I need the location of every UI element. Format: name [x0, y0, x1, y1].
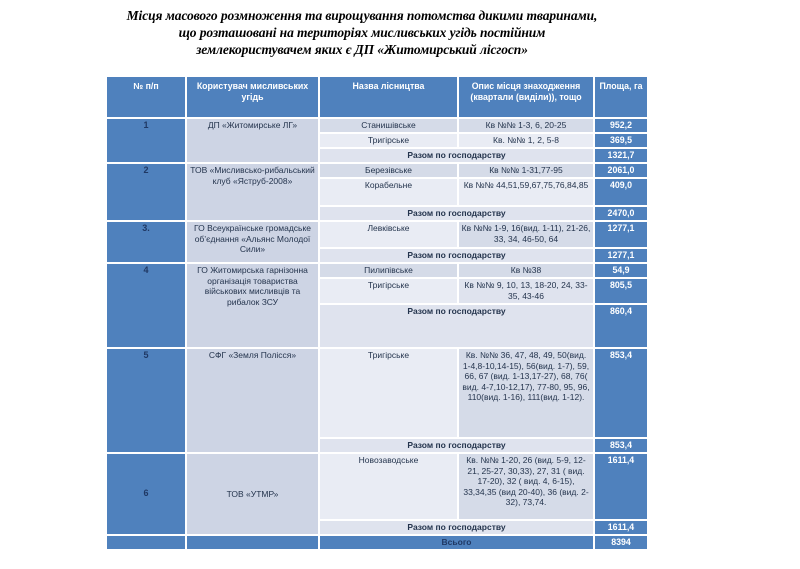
- area-cell: 369,5: [594, 133, 648, 148]
- description-cell: Кв. №№ 1-20, 26 (вид. 5-9, 12-21, 25-27, 30,33), 27, 31 ( вид. 17-20), 32 ( вид. 4, 6-15), 33,34,35 (вид 20-40), 36 (вид. 2-32), 73,74.: [458, 453, 594, 520]
- user-cell: ДП «Житомирське ЛГ»: [186, 118, 319, 163]
- total-area-cell: 860,4: [594, 304, 648, 348]
- description-cell: Кв №38: [458, 263, 594, 278]
- area-cell: 2061,0: [594, 163, 648, 178]
- user-cell: ТОВ «Мисливсько-рибальський клуб «Яструб-2008»: [186, 163, 319, 221]
- row-number-cell: 6: [106, 453, 186, 535]
- grand-total-empty-cell: [106, 535, 186, 550]
- grand-total-row: [106, 535, 648, 550]
- user-cell: СФГ «Земля Полісся»: [186, 348, 319, 453]
- col-header-description: Опис місця знаходження (квартали (виділи)), тощо: [458, 76, 594, 118]
- row-number-cell: 3.: [106, 221, 186, 263]
- area-cell: 1277,1: [594, 221, 648, 248]
- table-row: [106, 221, 648, 248]
- grand-total-empty-cell: [186, 535, 319, 550]
- description-cell: Кв №№ 1-3, 6, 20-25: [458, 118, 594, 133]
- total-label-cell: Разом по господарству: [319, 304, 594, 348]
- col-header-area: Площа, га: [594, 76, 648, 118]
- description-cell: Кв №№ 9, 10, 13, 18-20, 24, 33-35, 43-46: [458, 278, 594, 304]
- forestry-cell: Новозаводське: [319, 453, 458, 520]
- title-line-2: що розташовані на територіях мисливських угідь постійним: [178, 25, 546, 40]
- forestry-cell: Корабельне: [319, 178, 458, 206]
- total-label-cell: Разом по господарству: [319, 206, 594, 221]
- forestry-cell: Тригірське: [319, 348, 458, 438]
- table-row: [106, 118, 648, 133]
- row-number-cell: 1: [106, 118, 186, 163]
- grand-total-area-cell: 8394: [594, 535, 648, 550]
- title-line-3: землекористувачем яких є ДП «Житомирський лісгосп»: [196, 42, 528, 57]
- grand-total-label-cell: Всього: [319, 535, 594, 550]
- description-cell: Кв №№ 44,51,59,67,75,76,84,85: [458, 178, 594, 206]
- user-cell: ГО Житомирська гарнізонна організація товариства військових мисливців та рибалок ЗСУ: [186, 263, 319, 348]
- table-row: [106, 348, 648, 438]
- table-row: [106, 263, 648, 278]
- col-header-num: № п/п: [106, 76, 186, 118]
- total-label-cell: Разом по господарству: [319, 438, 594, 453]
- forestry-cell: Тригірське: [319, 278, 458, 304]
- hunting-grounds-table: [105, 75, 649, 551]
- description-cell: Кв. №№ 1, 2, 5-8: [458, 133, 594, 148]
- total-area-cell: 1321,7: [594, 148, 648, 163]
- area-cell: 54,9: [594, 263, 648, 278]
- area-cell: 409,0: [594, 178, 648, 206]
- forestry-cell: Пилипівське: [319, 263, 458, 278]
- total-label-cell: Разом по господарству: [319, 520, 594, 535]
- forestry-cell: Станишівське: [319, 118, 458, 133]
- row-number-cell: 4: [106, 263, 186, 348]
- description-cell: Кв №№ 1-31,77-95: [458, 163, 594, 178]
- forestry-cell: Левківське: [319, 221, 458, 248]
- description-cell: Кв №№ 1-9, 16(вид. 1-11), 21-26, 33, 34, 46-50, 64: [458, 221, 594, 248]
- col-header-forestry: Назва лісництва: [319, 76, 458, 118]
- area-cell: 1611,4: [594, 453, 648, 520]
- total-label-cell: Разом по господарству: [319, 248, 594, 263]
- table-row: [106, 453, 648, 520]
- total-area-cell: 2470,0: [594, 206, 648, 221]
- row-number-cell: 2: [106, 163, 186, 221]
- area-cell: 853,4: [594, 348, 648, 438]
- user-cell: ГО Всеукраїнське громадське об’єднання «Альянс Молодої Сили»: [186, 221, 319, 263]
- row-number-cell: 5: [106, 348, 186, 453]
- total-area-cell: 1277,1: [594, 248, 648, 263]
- user-cell: ТОВ «УТМР»: [186, 453, 319, 535]
- forestry-cell: Березівське: [319, 163, 458, 178]
- total-area-cell: 1611,4: [594, 520, 648, 535]
- page-title: [0, 7, 724, 58]
- title-line-1: Місця масового розмноження та вирощування потомства дикими тваринами,: [126, 8, 598, 23]
- description-cell: Кв. №№ 36, 47, 48, 49, 50(вид. 1-4,8-10,14-15), 56(вид. 1-7), 59, 66, 67 (вид. 1-13,17-27), 68, 76( вид. 4-7,10-12,17), 77-80, 95, 96, 110(вид. 1-16), 111(вид. 1-12).: [458, 348, 594, 438]
- area-cell: 805,5: [594, 278, 648, 304]
- forestry-cell: Тригірське: [319, 133, 458, 148]
- area-cell: 952,2: [594, 118, 648, 133]
- table-row: [106, 163, 648, 178]
- total-area-cell: 853,4: [594, 438, 648, 453]
- table-header-row: [106, 76, 648, 118]
- total-label-cell: Разом по господарству: [319, 148, 594, 163]
- col-header-user: Користувач мисливських угідь: [186, 76, 319, 118]
